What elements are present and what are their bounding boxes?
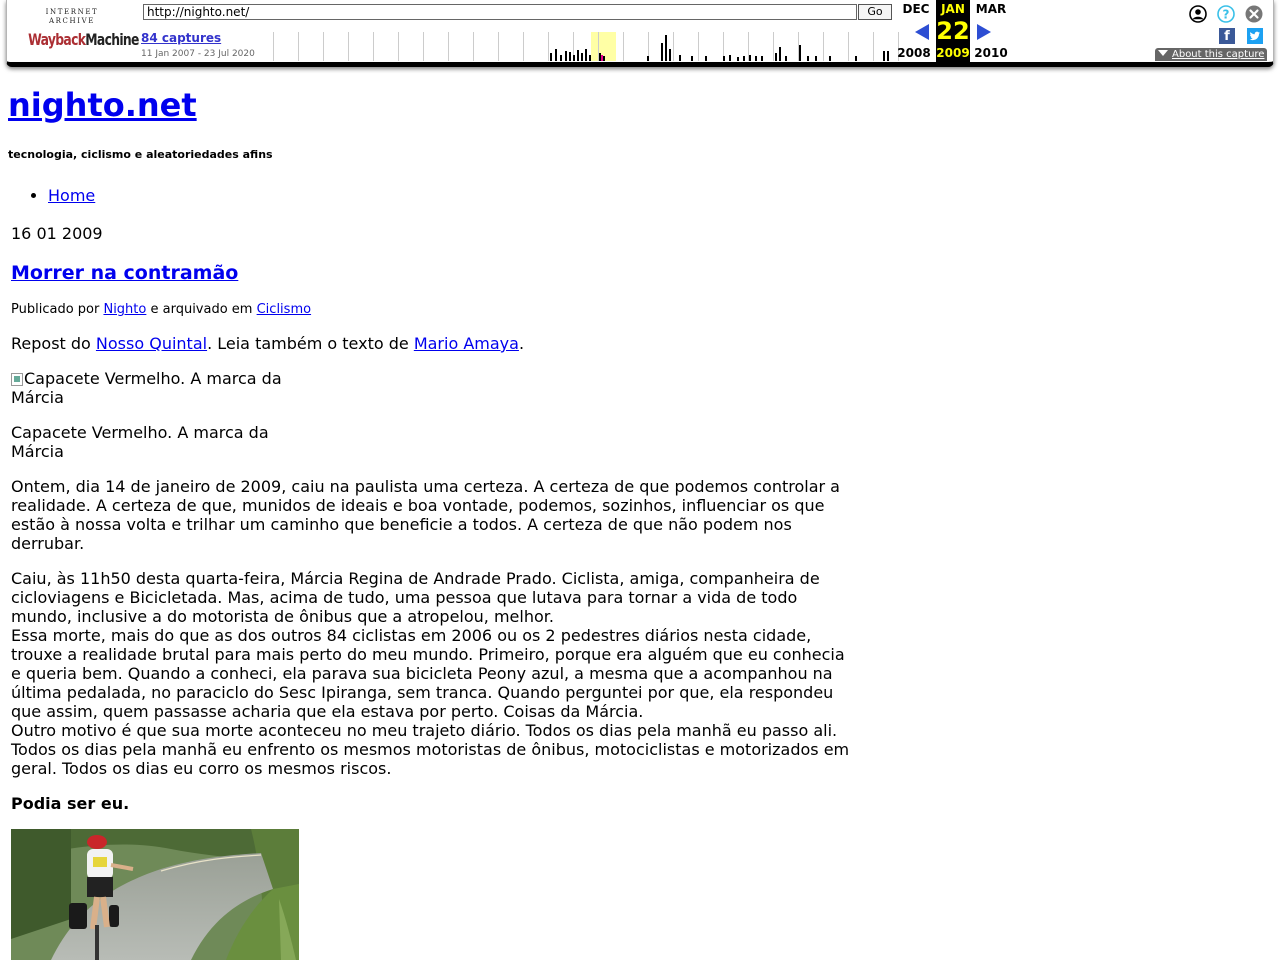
sparkline-bar xyxy=(755,56,757,61)
prev-month-label[interactable]: DEC xyxy=(902,2,930,16)
category-link[interactable]: Ciclismo xyxy=(256,302,312,317)
prev-year-label[interactable]: 2008 xyxy=(897,46,931,60)
sparkline-month-divider xyxy=(498,32,499,61)
site-tagline: tecnologia, ciclismo e aleatoriedades afins xyxy=(8,148,273,161)
capture-sparkline[interactable] xyxy=(265,32,893,61)
chevron-down-icon xyxy=(1158,50,1168,56)
sparkline-month-divider xyxy=(523,32,524,61)
wayback-logo[interactable] xyxy=(21,8,139,50)
sparkline-bar xyxy=(550,53,552,61)
sparkline-bar xyxy=(761,56,763,61)
sparkline-bar xyxy=(729,55,731,61)
sparkline-month-divider xyxy=(473,32,474,61)
post-paragraph-1: Ontem, dia 14 de janeiro de 2009, caiu na paulista uma certeza. A certeza de que podemos controlar a realidade. A certeza de que, munidos de ideais e boa vontade, podemos, sozinhos, influenciar os que estão à nossa volta e trilhar um caminho que beneficie a todos. A certeza de que não podem nos derrubar. xyxy=(11,477,840,553)
sparkline-bar xyxy=(560,55,562,61)
captures-link[interactable]: 84 captures xyxy=(141,31,222,45)
main-nav xyxy=(0,186,95,206)
sparkline-bar xyxy=(785,56,787,61)
sparkline-bar xyxy=(743,56,745,61)
sparkline-bar xyxy=(573,55,575,61)
post-paragraph-bold: Podia ser eu. xyxy=(11,794,130,813)
sparkline-bar xyxy=(855,56,857,61)
capture-date-range: 11 Jan 2007 - 23 Jul 2020 xyxy=(141,49,255,59)
current-year-label: 2009 xyxy=(936,46,970,60)
sparkline-month-divider xyxy=(423,32,424,61)
sparkline-bar xyxy=(665,35,667,61)
sparkline-month-divider xyxy=(323,32,324,61)
close-icon[interactable] xyxy=(1245,5,1263,23)
twitter-icon[interactable] xyxy=(1247,28,1263,44)
post-meta xyxy=(11,302,311,318)
post-date: 16 01 2009 xyxy=(11,224,103,243)
sparkline-month-divider xyxy=(448,32,449,61)
sparkline-bar xyxy=(647,56,649,61)
sparkline-month-divider xyxy=(698,32,699,61)
broken-image xyxy=(11,369,301,407)
cyclist-photo xyxy=(11,829,299,960)
nav-item-home xyxy=(48,186,95,206)
sparkline-bar xyxy=(815,56,817,61)
sparkline-bar xyxy=(829,56,831,61)
sparkline-month-divider xyxy=(873,32,874,61)
sparkline-bar xyxy=(799,45,801,61)
sparkline-bar xyxy=(749,55,751,61)
user-icon[interactable] xyxy=(1189,5,1207,23)
sparkline-month-divider xyxy=(273,32,274,61)
wayback-toolbar xyxy=(6,0,1274,67)
broken-image-icon xyxy=(11,373,23,386)
broken-image-alt-text: Capacete Vermelho. A marca da Márcia xyxy=(11,369,282,407)
sparkline-bar xyxy=(691,56,693,61)
url-input[interactable]: http://nighto.net/ xyxy=(143,4,857,20)
sparkline-month-divider xyxy=(348,32,349,61)
post-paragraph-2 xyxy=(11,569,851,778)
paragraph-2-line-b: Essa morte, mais do que as dos outros 84 ciclistas em 2006 ou os 2 pedestres diários nesta cidade, trouxe a realidade brutal para mais perto do meu mundo. Primeiro, porque era alguém que eu conhecia e queria bem. Quando a conheci, ela parava sua bicicleta Peony azul, a mesma que a acompanhou na última pedalada, no paraciclo do Sesc Ipiranga, sem tranca. Quando perguntei por que, ela respondeu que assim, quem passasse acharia que ela estava por perto. Coisas da Márcia. xyxy=(11,626,845,721)
sparkline-bar xyxy=(569,52,571,61)
sparkline-month-divider xyxy=(298,32,299,61)
facebook-icon[interactable]: f xyxy=(1219,28,1235,44)
logo-top-text: INTERNET ARCHIVE xyxy=(45,8,99,25)
sparkline-month-divider xyxy=(773,32,774,61)
sparkline-bar xyxy=(705,56,707,61)
help-icon[interactable] xyxy=(1217,5,1235,23)
logo-wordmark-b: Machine xyxy=(85,30,139,49)
nosso-quintal-link[interactable]: Nosso Quintal xyxy=(95,334,208,353)
current-capture-box xyxy=(936,0,970,62)
sparkline-month-divider xyxy=(848,32,849,61)
post-title xyxy=(11,262,238,284)
author-link[interactable]: Nighto xyxy=(103,302,147,317)
sparkline-month-divider xyxy=(373,32,374,61)
next-month-label[interactable]: MAR xyxy=(975,2,1007,16)
sparkline-bar xyxy=(887,51,889,61)
sparkline-bar xyxy=(581,53,583,61)
meta-prefix: Publicado por xyxy=(11,302,104,317)
prev-capture-arrow-icon[interactable] xyxy=(915,24,929,40)
paragraph-2-line-c: Outro motivo é que sua morte aconteceu no meu trajeto diário. Todos os dias pela manhã eu passo ali. Todos os dias pela manhã eu enfrento os mesmos motoristas de ônibus, motociclistas e motorizados em geral. Todos os dias eu corro os mesmos riscos. xyxy=(11,721,850,778)
post-intro xyxy=(11,334,524,353)
sparkline-month-divider xyxy=(673,32,674,61)
sparkline-bar xyxy=(779,47,781,61)
logo-wordmark-a: Wayback xyxy=(28,30,86,49)
intro-text-c: . xyxy=(518,334,525,353)
sparkline-bar xyxy=(603,56,605,61)
intro-text-a: Repost do xyxy=(11,334,96,353)
site-title xyxy=(8,86,197,124)
sparkline-current-bar xyxy=(601,55,603,61)
sparkline-bar xyxy=(555,49,557,61)
sparkline-bar xyxy=(585,49,587,61)
meta-mid: e arquivado em xyxy=(146,302,257,317)
site-title-link[interactable]: nighto.net xyxy=(8,86,197,124)
image-caption: Capacete Vermelho. A marca da Márcia xyxy=(11,423,269,461)
current-day-label: 22 xyxy=(936,17,970,45)
sparkline-month-divider xyxy=(623,32,624,61)
sparkline-bar xyxy=(669,49,671,61)
sparkline-bar xyxy=(565,51,567,61)
sparkline-bar xyxy=(577,50,579,61)
sparkline-month-divider xyxy=(823,32,824,61)
sparkline-bar xyxy=(589,55,591,61)
current-month-label: JAN xyxy=(941,2,965,16)
next-year-label[interactable]: 2010 xyxy=(974,46,1008,60)
intro-text-b: . Leia também o texto de xyxy=(207,334,414,353)
sparkline-bar xyxy=(661,43,663,61)
sparkline-month-divider xyxy=(548,32,549,61)
sparkline-bar xyxy=(775,53,777,61)
next-capture-arrow-icon[interactable] xyxy=(977,24,991,40)
about-capture-button[interactable] xyxy=(1155,48,1267,61)
sparkline-bar xyxy=(737,57,739,61)
sparkline-bar xyxy=(679,55,681,61)
logo-wordmark xyxy=(28,29,139,51)
sparkline-month-divider xyxy=(398,32,399,61)
go-button[interactable]: Go xyxy=(858,4,892,20)
sparkline-bar xyxy=(723,56,725,61)
sparkline-bar xyxy=(883,51,885,61)
about-capture-label: About this capture xyxy=(1172,49,1265,60)
mario-amaya-link[interactable]: Mario Amaya xyxy=(413,334,519,353)
post-title-link[interactable]: Morrer na contramão xyxy=(11,262,239,284)
svg-text:?: ? xyxy=(1222,7,1230,22)
nav-home-link[interactable]: Home xyxy=(48,186,96,205)
sparkline-bar xyxy=(807,56,809,61)
paragraph-2-line-a: Caiu, às 11h50 desta quarta-feira, Márcia Regina de Andrade Prado. Ciclista, amiga, companheira de cicloviagens e Bicicletada. Mas, acima de tudo, uma pessoa que lutava para tornar a vida de todo mundo, inclusive a do motorista de ônibus que a atropelou, melhor. xyxy=(11,569,820,626)
